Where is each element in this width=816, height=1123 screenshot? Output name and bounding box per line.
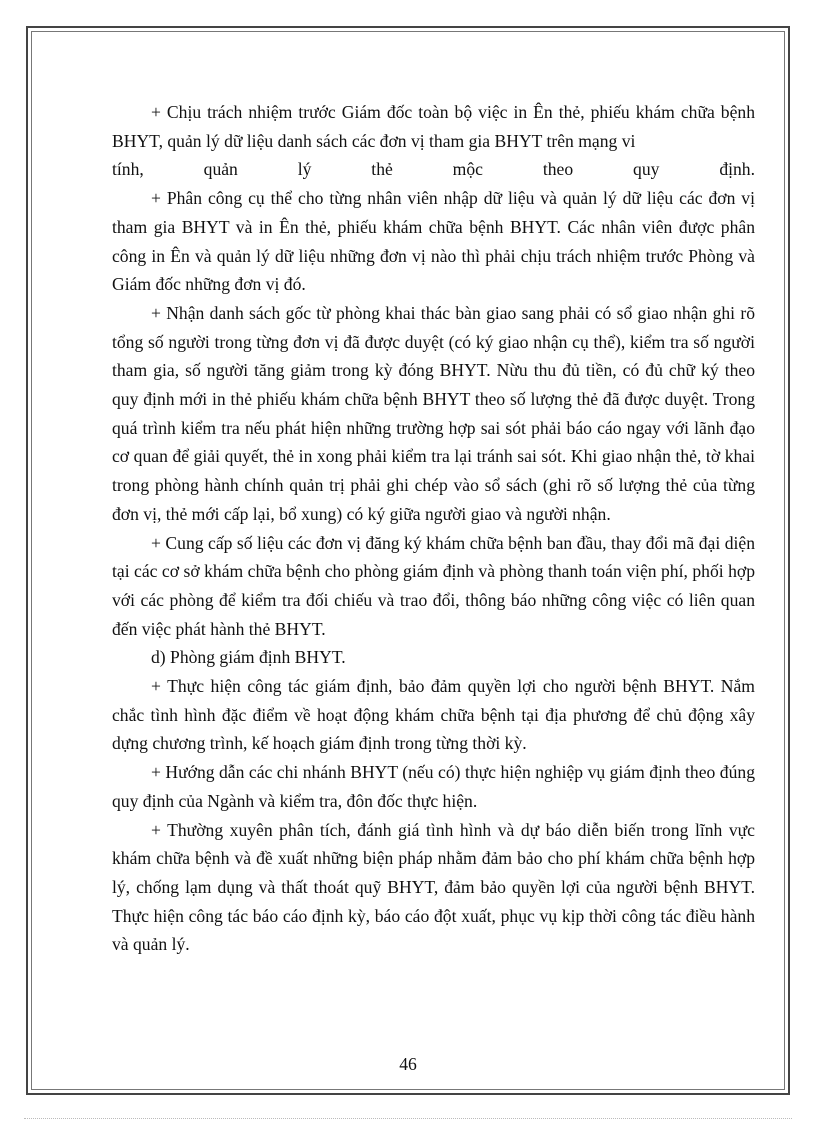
paragraph-6: + Hướng dẫn các chi nhánh BHYT (nếu có) thực hiện nghiệp vụ giám định theo đúng quy định của Ngành và kiểm tra, đôn đốc thực hiện. xyxy=(112,762,755,811)
paragraph-1-continuation: tính, quản lý thẻ mộc theo quy định. xyxy=(112,159,755,180)
document-body xyxy=(112,98,755,959)
section-heading: d) Phòng giám định BHYT. xyxy=(151,647,346,668)
page-number: 46 xyxy=(399,1054,417,1074)
paragraph-2: + Phân công cụ thể cho từng nhân viên nhập dữ liệu và quản lý dữ liệu các đơn vị tham gia BHYT và in Ên thẻ, phiếu khám chữa bệnh BHYT. Các nhân viên được phân công in Ên và quản lý dữ liệu những đơn vị nào thì phải chịu trách nhiệm trước Phòng và Giám đốc những đơn vị đó. xyxy=(112,188,755,295)
paragraph-4: + Cung cấp số liệu các đơn vị đăng ký khám chữa bệnh ban đầu, thay đổi mã đại diện tại các cơ sở khám chữa bệnh cho phòng giám định và phòng thanh toán viện phí, phối hợp với các phòng để kiểm tra đối chiếu và trao đổi, thông báo những công việc có liên quan đến việc phát hành thẻ BHYT. xyxy=(112,532,755,639)
paragraph-5: + Thực hiện công tác giám định, bảo đảm quyền lợi cho người bệnh BHYT. Nắm chắc tình hình đặc điểm về hoạt động khám chữa bệnh tại địa phương để chủ động xây dựng chương trình, kế hoạch giám định trong từng thời kỳ. xyxy=(112,676,755,754)
paragraph-3: + Nhận danh sách gốc từ phòng khai thác bàn giao sang phải có sổ giao nhận ghi rõ tổng số người trong từng đơn vị đã được duyệt (có ký giao nhận cụ thể), kiểm tra số người tham gia, số người tăng giảm trong kỳ đóng BHYT. Nừu thu đủ tiền, có đủ chữ ký theo quy định mới in thẻ phiếu khám chữa bệnh BHYT theo số lượng thẻ đã được duyệt. Trong quá trình kiểm tra nếu phát hiện những trường hợp sai sót phải báo cáo ngay với lãnh đạo cơ quan để giải quyết, thẻ in xong phải kiểm tra lại tránh sai sót. Khi giao nhận thẻ, tờ khai trong phòng hành chính quản trị phải ghi chép vào sổ sách (ghi rõ số lượng thẻ của từng đơn vị, thẻ mới cấp lại, bổ xung) có ký giữa người giao và người nhận. xyxy=(112,302,755,524)
paragraph-7: + Thường xuyên phân tích, đánh giá tình hình và dự báo diễn biến trong lĩnh vực khám chữa bệnh và đề xuất những biện pháp nhằm đảm bảo cho phí khám chữa bệnh hợp lý, chống lạm dụng và thất thoát quỹ BHYT, đảm bảo quyền lợi của người bệnh BHYT. Thực hiện công tác báo cáo định kỳ, báo cáo đột xuất, phục vụ kịp thời công tác điều hành và quản lý. xyxy=(112,819,755,955)
paragraph-1: + Chịu trách nhiệm trước Giám đốc toàn bộ việc in Ên thẻ, phiếu khám chữa bệnh BHYT, quản lý dữ liệu danh sách các đơn vị tham gia BHYT trên mạng vi xyxy=(112,102,755,151)
footer-dotted-line xyxy=(24,1118,792,1119)
